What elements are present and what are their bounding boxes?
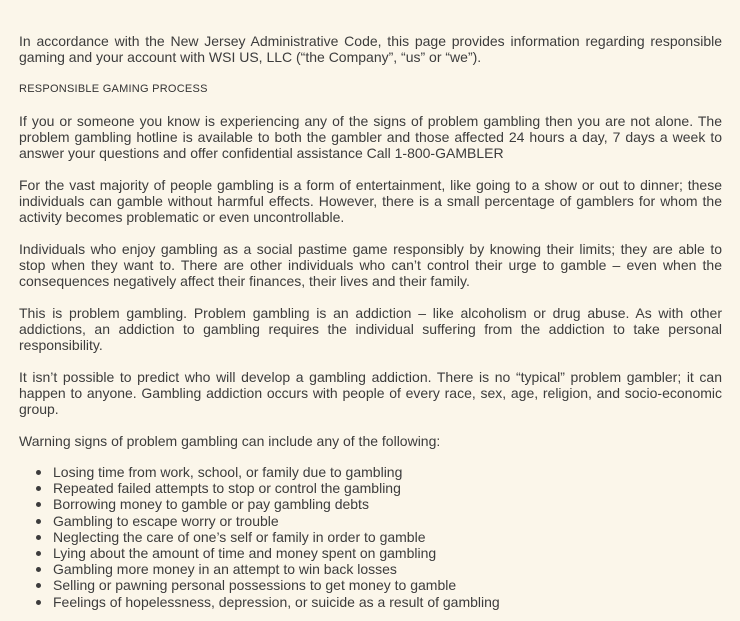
bullet-icon xyxy=(36,583,41,588)
list-item-text: Losing time from work, school, or family due to gambling xyxy=(53,464,403,480)
list-item-text: Lying about the amount of time and money spent on gambling xyxy=(53,545,437,562)
list-item-text: Repeated failed attempts to stop or control the gambling xyxy=(53,480,401,497)
bullet-icon xyxy=(36,600,41,605)
hotline-paragraph: If you or someone you know is experiencing any of the signs of problem gambling then you are not alone. The problem gambling hotline is available to both the gambler and those affected 24 hours a day, 7 days a week to answer your questions and offer confidential assistance Call 1-800-GAMBLER xyxy=(19,113,722,161)
list-item xyxy=(36,545,722,561)
list-item xyxy=(36,594,722,610)
section-heading: RESPONSIBLE GAMING PROCESS xyxy=(19,83,208,95)
bullet-icon xyxy=(36,519,41,524)
entertainment-paragraph: For the vast majority of people gambling is a form of entertainment, like going to a show or out to dinner; these individuals can gamble without harmful effects. However, there is a small percentage of gamblers for whom the activity becomes problematic or even uncontrollable. xyxy=(19,177,722,225)
list-item-text: Feelings of hopelessness, depression, or suicide as a result of gambling xyxy=(53,593,500,610)
list-item-text: Gambling more money in an attempt to win back losses xyxy=(53,561,397,578)
bullet-icon xyxy=(36,502,41,507)
list-item xyxy=(36,464,722,480)
social-pastime-paragraph: Individuals who enjoy gambling as a social pastime game responsibly by knowing their limits; they are able to stop when they want to. There are other individuals who can’t control their urge to gamble – even when the consequences negatively affect their finances, their lives and their family. xyxy=(19,241,722,289)
list-item xyxy=(36,513,722,529)
intro-paragraph: In accordance with the New Jersey Administrative Code, this page provides information regarding responsible gaming and your account with WSI US, LLC (“the Company”, “us” or “we”). xyxy=(19,33,722,65)
bullet-icon xyxy=(36,567,41,572)
predict-paragraph: It isn’t possible to predict who will develop a gambling addiction. There is no “typical” problem gambler; it can happen to anyone. Gambling addiction occurs with people of every race, sex, age, religion, and socio-economic group. xyxy=(19,369,722,417)
list-item xyxy=(36,577,722,593)
list-item xyxy=(36,561,722,577)
bullet-icon xyxy=(36,551,41,556)
bullet-icon xyxy=(36,535,41,540)
bullet-icon xyxy=(36,486,41,491)
list-item-text: Gambling to escape worry or trouble xyxy=(53,512,279,529)
list-item xyxy=(36,480,722,496)
bullet-icon xyxy=(36,470,41,475)
addiction-paragraph: This is problem gambling. Problem gambling is an addiction – like alcoholism or drug abuse. As with other addictions, an addiction to gambling requires the individual suffering from the addiction to take personal responsibility. xyxy=(19,305,722,353)
warning-signs-list xyxy=(19,464,722,610)
list-item-text: Neglecting the care of one’s self or family in order to gamble xyxy=(53,528,426,545)
warning-signs-intro: Warning signs of problem gambling can include any of the following: xyxy=(19,433,441,449)
list-item-text: Selling or pawning personal possessions to get money to gamble xyxy=(53,577,457,594)
list-item xyxy=(36,529,722,545)
list-item-text: Borrowing money to gamble or pay gambling debts xyxy=(53,496,369,513)
list-item xyxy=(36,496,722,512)
